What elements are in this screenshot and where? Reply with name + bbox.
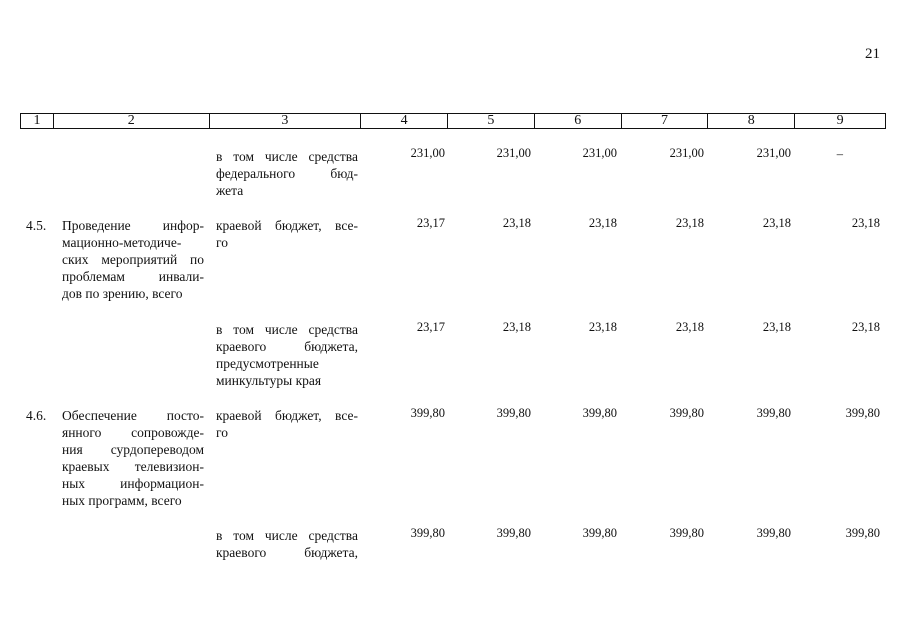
header-col-3: 3 xyxy=(210,114,362,128)
source-cell: в том числе средства краевого бюджета, xyxy=(216,528,358,560)
source-cell: краевой бюджет, все- го xyxy=(216,408,358,440)
header-col-2: 2 xyxy=(54,114,210,128)
value-cell: 399,80 xyxy=(582,406,617,420)
description-cell: Обеспечение посто- янного сопровожде- ния сурдопереводом краевых телевизион- ных информацион- ных программ, всего xyxy=(62,408,204,508)
value-cell: 231,00 xyxy=(669,146,704,160)
value-cell: 231,00 xyxy=(496,146,531,160)
table-header-row xyxy=(20,113,886,129)
source-cell: в том числе средства федерального бюд- жета xyxy=(216,149,358,198)
value-cell: 231,00 xyxy=(756,146,791,160)
value-cell: – xyxy=(836,147,843,161)
value-cell: 23,18 xyxy=(851,320,880,334)
value-cell: 399,80 xyxy=(410,406,445,420)
value-cell: 23,18 xyxy=(851,216,880,230)
value-cell: 231,00 xyxy=(410,146,445,160)
value-cell: 23,18 xyxy=(675,216,704,230)
value-cell: 399,80 xyxy=(582,526,617,540)
value-cell: 23,18 xyxy=(502,216,531,230)
header-col-6: 6 xyxy=(535,114,622,128)
value-cell: 23,18 xyxy=(588,216,617,230)
value-cell: 23,17 xyxy=(416,320,445,334)
value-cell: 399,80 xyxy=(756,526,791,540)
value-cell: 23,18 xyxy=(762,320,791,334)
header-col-1: 1 xyxy=(21,114,54,128)
value-cell: 23,18 xyxy=(588,320,617,334)
header-col-4: 4 xyxy=(361,114,448,128)
value-cell: 399,80 xyxy=(496,406,531,420)
value-cell: 23,18 xyxy=(762,216,791,230)
header-col-8: 8 xyxy=(708,114,795,128)
value-cell: 399,80 xyxy=(669,526,704,540)
value-cell: 231,00 xyxy=(582,146,617,160)
header-col-5: 5 xyxy=(448,114,535,128)
value-cell: 399,80 xyxy=(845,526,880,540)
item-code: 4.6. xyxy=(26,408,47,423)
value-cell: 23,18 xyxy=(675,320,704,334)
value-cell: 399,80 xyxy=(496,526,531,540)
value-cell: 399,80 xyxy=(410,526,445,540)
description-cell: Проведение инфор- мационно-методиче- ских мероприятий по проблемам инвали- дов по зрению, всего xyxy=(62,218,204,301)
value-cell: 399,80 xyxy=(669,406,704,420)
value-cell: 23,17 xyxy=(416,216,445,230)
source-cell: краевой бюджет, все- го xyxy=(216,218,358,250)
value-cell: 399,80 xyxy=(756,406,791,420)
value-cell: 399,80 xyxy=(845,406,880,420)
header-col-9: 9 xyxy=(836,113,844,128)
value-cell: 23,18 xyxy=(502,320,531,334)
item-code: 4.5. xyxy=(26,218,47,233)
page-number: 21 xyxy=(865,46,880,62)
header-col-7: 7 xyxy=(622,114,709,128)
source-cell: в том числе средства краевого бюджета, предусмотренные минкультуры края xyxy=(216,322,358,388)
